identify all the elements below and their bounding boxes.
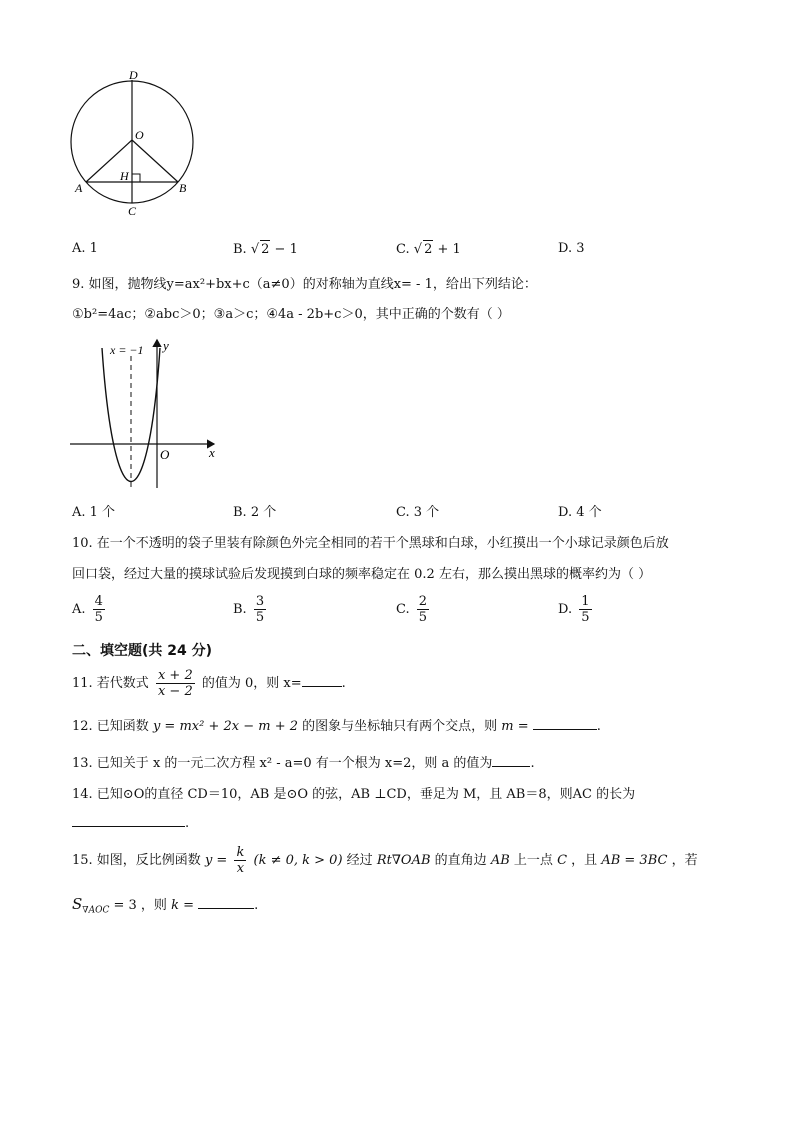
label-x: x — [209, 445, 215, 460]
q11-fraction: $\frac{x + 2}{x - 2}$ — [157, 668, 193, 699]
q10-option-a-letter: A. — [72, 602, 86, 617]
q10-option-a — [72, 594, 108, 625]
q14-line1: 14. 已知⊙O的直径 CD＝10，AB 是⊙O 的弦，AB ⊥CD，垂足为 M，且 AB＝8，则AC 的长为 — [72, 787, 636, 802]
q14-line2 — [72, 814, 189, 833]
q8-option-a: A. 1 — [72, 241, 98, 256]
section-2-title: 二、填空题(共 24 分) — [72, 643, 213, 659]
circle-figure — [65, 66, 200, 221]
label-o: O — [135, 128, 144, 142]
q8-option-b — [233, 240, 298, 259]
q12-prefix: 12. 已知函数 — [72, 719, 149, 734]
q14-end: . — [185, 816, 190, 831]
q15-eq: AB = 3BC — [601, 853, 668, 868]
q13-end: . — [530, 756, 535, 771]
q11-answer-blank[interactable] — [302, 674, 342, 687]
label-o: O — [160, 447, 170, 462]
q15-mid3: 上一点 — [513, 853, 553, 868]
q8-option-b-radicand: 2 — [261, 242, 270, 257]
q15-mid2: 的直角边 — [434, 853, 487, 868]
label-a: A — [75, 181, 83, 195]
q11-end: . — [341, 676, 346, 691]
q9-option-d: D. 4 个 — [558, 505, 602, 520]
right-angle-mark — [132, 174, 140, 182]
q12-var: m = — [501, 719, 529, 734]
q9-line2: ①b²=4ac；②abc＞0；③a＞c；④4a - 2b+c＞0，其中正确的个数有（ ） — [72, 307, 510, 322]
label-c: C — [128, 204, 137, 218]
q8-option-c-tail: + 1 — [437, 242, 461, 257]
q12-answer-blank[interactable] — [533, 717, 597, 730]
q15-ab: AB — [490, 853, 510, 868]
q15-c: C — [557, 853, 568, 868]
q15-condition: (k ≠ 0, k > 0) — [253, 853, 343, 868]
q9-line1: 9. 如图，抛物线y=ax²+bx+c（a≠0）的对称轴为直线x= - 1，给出下列结论： — [72, 277, 537, 292]
q14-answer-blank[interactable] — [72, 814, 185, 827]
q15-prefix: 15. 如图，反比例函数 — [72, 853, 201, 868]
sqrt-sign: √ — [250, 242, 260, 257]
q8-option-b-letter: B. — [233, 242, 247, 257]
q13-answer-blank[interactable] — [492, 754, 530, 767]
q9-option-c: C. 3 个 — [396, 505, 440, 520]
parabola-graph — [68, 336, 228, 494]
q9-option-b: B. 2 个 — [233, 505, 277, 520]
label-b: B — [179, 181, 187, 195]
q8-option-c — [396, 240, 461, 259]
q12 — [72, 717, 601, 736]
q15-answer-blank[interactable] — [198, 896, 254, 909]
q15-mid4: ，且 — [571, 853, 598, 868]
q11 — [72, 668, 346, 699]
q15-mid: 经过 — [346, 853, 373, 868]
label-axis-eq: x = −1 — [110, 343, 144, 357]
q10-line2: 回口袋，经过大量的摸球试验后发现摸到白球的频率稳定在 0.2 左右，那么摸出黑球的概率约为（ ） — [72, 567, 652, 582]
q12-formula: y = mx² + 2x − m + 2 — [152, 719, 298, 734]
q12-suffix: 的图象与坐标轴只有两个交点，则 — [302, 719, 498, 734]
q8-option-b-tail: − 1 — [274, 242, 298, 257]
q10-option-b-fraction: $\frac{3}{5}$ — [255, 594, 265, 625]
q10-option-c-fraction: $\frac{2}{5}$ — [418, 594, 428, 625]
q10-option-c-letter: C. — [396, 602, 410, 617]
q15-k-eq: k = — [171, 898, 194, 913]
q10-option-d-fraction: $\frac{1}{5}$ — [581, 594, 590, 625]
q15-s-val: = 3 — [113, 898, 137, 913]
q10-option-d — [558, 594, 595, 625]
q10-option-a-fraction: $\frac{4}{5}$ — [94, 594, 103, 625]
q15-s-sub: ∇AOC — [82, 905, 110, 916]
q15-triangle: Rt∇OAB — [376, 853, 431, 868]
q15-s-post: ，则 — [140, 898, 167, 913]
q13 — [72, 754, 535, 773]
q15-fraction: $\frac{k}{x}$ — [236, 845, 245, 876]
q15-line2 — [72, 895, 258, 920]
label-h: H — [120, 169, 129, 183]
q8-option-c-radicand: 2 — [424, 242, 433, 257]
label-y: y — [163, 338, 169, 353]
q8-option-c-letter: C. — [396, 242, 410, 257]
q9-option-a: A. 1 个 — [72, 505, 116, 520]
q10-option-d-letter: D. — [558, 602, 573, 617]
q10-option-b-letter: B. — [233, 602, 247, 617]
q13-text: 13. 已知关于 x 的一元二次方程 x² - a=0 有一个根为 x=2，则 a 的值为 — [72, 756, 493, 771]
q11-suffix: 的值为 0，则 x= — [201, 676, 302, 691]
q15-mid5: ，若 — [671, 853, 698, 868]
q15-s: S — [72, 895, 83, 913]
q11-prefix: 11. 若代数式 — [72, 676, 149, 691]
q10-option-b — [233, 594, 269, 625]
q15-y-eq: y = — [204, 853, 228, 868]
label-d: D — [129, 68, 138, 82]
q10-line1: 10. 在一个不透明的袋子里装有除颜色外完全相同的若干个黑球和白球，小红摸出一个小球记录颜色后放 — [72, 536, 669, 551]
q10-option-c — [396, 594, 432, 625]
sqrt-sign: √ — [413, 242, 423, 257]
segment-ob — [132, 140, 178, 182]
q15-line1 — [72, 845, 698, 876]
q8-option-d: D. 3 — [558, 241, 585, 256]
q12-end: . — [596, 719, 601, 734]
q15-end: . — [254, 898, 259, 913]
